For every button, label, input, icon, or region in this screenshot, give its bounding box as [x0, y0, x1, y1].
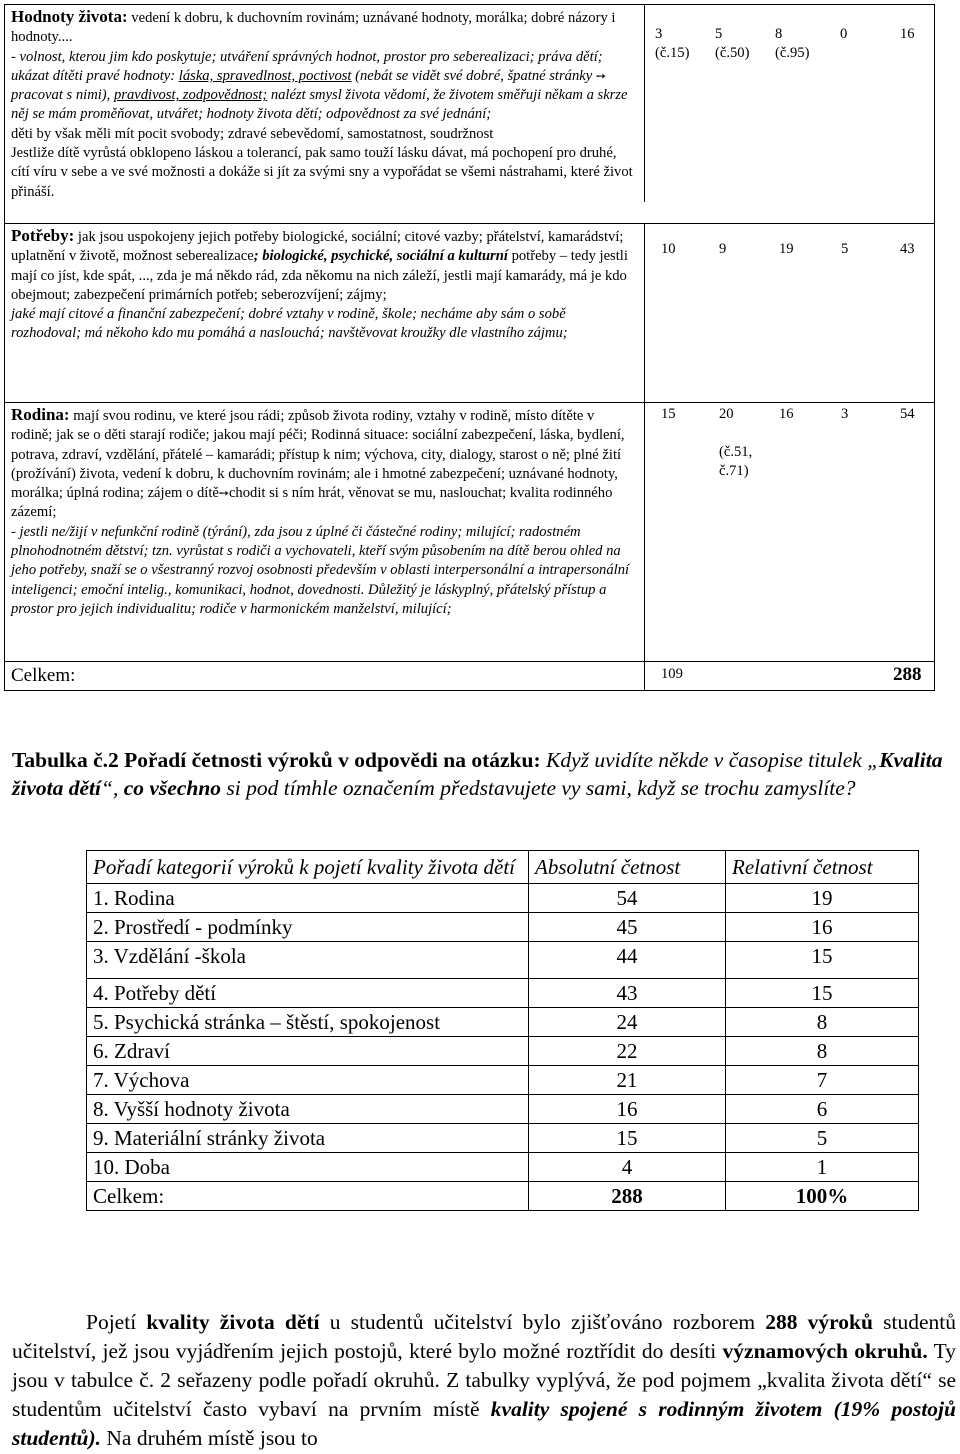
row-relative: 1	[726, 1153, 919, 1182]
paragraph-text: Pojetí	[86, 1310, 147, 1334]
row-relative: 15	[726, 979, 919, 1008]
header-category: Pořadí kategorií výroků k pojetí kvality života dětí	[87, 851, 529, 884]
value-cell: 109	[661, 666, 683, 682]
paragraph-bold: významových okruhů.	[722, 1339, 928, 1363]
caption-text: “,	[100, 776, 124, 800]
category-text: jaké mají citové a finanční zabezpečení; dobré vztahy v rodině, škole; necháme aby sám o sobě rozhodoval; má někoho kdo mu pomáhá a naslouchá; navštěvovat kroužky dle vlastního zájmu;	[11, 306, 568, 342]
row-absolute: 4	[529, 1153, 726, 1182]
row-absolute: 21	[529, 1066, 726, 1095]
categories-table	[4, 4, 935, 691]
category-cell	[5, 662, 645, 690]
header-absolute: Absolutní četnost	[529, 851, 726, 884]
caption-text: co všechno	[123, 776, 222, 800]
row-label: 10. Doba	[87, 1153, 529, 1182]
category-head: Potřeby:	[11, 226, 75, 245]
paragraph-text: Na druhém místě jsou to	[101, 1426, 318, 1450]
category-text: Jestliže dítě vyrůstá obklopeno láskou a tolerancí, pak samo touží lásku dávat, má pochopení pro druhé, cítí víru v sebe a ve své možnosti a dokáže si jít za svými sny a vypořádat se všemi nástrahami, které život přináší.	[11, 145, 633, 200]
table-row-celkem	[4, 661, 935, 691]
value-cell: 0	[840, 26, 848, 42]
table-total-row	[87, 1182, 919, 1211]
value-cell: 19	[779, 241, 794, 257]
row-label: 8. Vyšší hodnoty života	[87, 1095, 529, 1124]
category-text: vedení k dobru, k duchovním rovinám; uznávané hodnoty, morálka; dobré názory i hodnoty....	[11, 10, 616, 46]
arrow-right-icon: ➙	[595, 68, 606, 83]
row-relative: 7	[726, 1066, 919, 1095]
row-relative: 5	[726, 1124, 919, 1153]
value-cell: 5	[841, 241, 849, 257]
category-text: děti by však měli mít pocit svobody; zdravé sebevědomí, samostatnost, soudržnost	[11, 125, 494, 142]
row-absolute: 45	[529, 913, 726, 942]
value-cell: (č.95)	[775, 45, 810, 61]
table-row	[87, 942, 919, 979]
value-cell: 3	[841, 406, 849, 422]
paragraph-bold: 288 výroků	[765, 1310, 873, 1334]
category-text: láska, spravedlnost, poctivost	[178, 67, 352, 84]
category-cell	[5, 403, 645, 661]
paragraph-text: Ty jsou v tabulce č. 2 seřazeny podle pořadí okruhů. Z tabulky vyplývá, že pod pojmem „kvalita života dětí“ se studentům učitelství často vybaví na prvním místě	[12, 1339, 956, 1421]
table-header-row	[87, 851, 919, 884]
row-label: Celkem:	[87, 1182, 529, 1211]
category-text: nalézt smysl života vědomí, že životem směřuji někam a skrze něj se mám proměňovat, utvářet; hodnoty života dětí; odpovědnost za své jednání;	[11, 87, 628, 123]
value-cell: (č.51,	[719, 444, 753, 460]
row-label: 9. Materiální stránky života	[87, 1124, 529, 1153]
value-cell: 43	[900, 241, 915, 257]
value-cell: 54	[900, 406, 915, 422]
value-cell: 20	[719, 406, 734, 422]
category-text: pravdivost, zodpovědnost;	[113, 87, 268, 104]
category-text: potřeby – tedy jestli mají co jíst, kde spát, ..., zda je má někdo rád, zda někomu na nich záleží, jestli mají kamarády, má je kdo obejmout; zabezpečení primárních potřeb; seberozvíjení; zájmy;	[11, 248, 628, 303]
category-cell	[5, 224, 645, 402]
value-cell: 16	[900, 26, 915, 42]
row-absolute: 16	[529, 1095, 726, 1124]
value-cell: (č.50)	[715, 45, 750, 61]
row-relative: 100%	[726, 1182, 919, 1211]
row-relative: 6	[726, 1095, 919, 1124]
table-row	[87, 1095, 919, 1124]
paragraph-bold-italic: kvality spojené s rodinným životem (19% postojů studentů).	[12, 1397, 956, 1450]
total-label: Celkem:	[11, 665, 76, 686]
row-absolute: 288	[529, 1182, 726, 1211]
table-row	[87, 884, 919, 913]
category-text: ; biologické, psychické, sociální a kulturní	[253, 248, 508, 265]
arrow-right-icon: ➙	[218, 486, 229, 501]
row-absolute: 44	[529, 942, 726, 979]
category-text: - volnost, kterou jim kdo poskytuje; utváření správných hodnot, prostor pro seberealizaci; práva dětí; ukázat dítěti pravé hodnoty:	[11, 48, 603, 84]
category-text: - jestli ne/žijí v nefunkční rodině (týrání), zda jsou z úplné či částečné rodiny; milující; radostném plnohodnotném dětství; tzn. vyrůstat s rodiči a vychovateli, kteří svým působením na dítě berou ohled na jeho potřeby, snaží se o všestranný rozvoj osobnosti především v oblasti interpersonální a intrapersonální inteligenci; emoční intelig., komunikaci, hodnot, dovednosti. Důležitý je láskyplný, přátelský přístup a prostor pro jejich individualitu; rodiče v harmonickém manželství, milující;	[11, 523, 630, 617]
paragraph-bold: kvality života dětí	[146, 1310, 320, 1334]
category-head: Rodina:	[11, 405, 70, 424]
row-label: 7. Výchova	[87, 1066, 529, 1095]
row-absolute: 43	[529, 979, 726, 1008]
paragraph-text: studentů učitelství, jež jsou vyjádřením jejich postojů, které bylo možné roztřídit do desíti	[12, 1310, 956, 1363]
category-text: (nebát se vidět své dobré, špatné stránky	[351, 67, 596, 84]
row-absolute: 22	[529, 1037, 726, 1066]
table-row	[87, 1124, 919, 1153]
value-cell: 9	[719, 241, 727, 257]
row-label: 3. Vzdělání -škola	[87, 942, 529, 979]
table-row-hodnoty	[4, 4, 935, 223]
caption-text: si pod tímhle označením představujete vy sami, když se trochu zamyslíte?	[221, 776, 856, 800]
value-cell: 5	[715, 26, 723, 42]
value-cell: 16	[779, 406, 794, 422]
value-cell: č.71)	[719, 463, 749, 479]
value-cell: 8	[775, 26, 783, 42]
row-absolute: 54	[529, 884, 726, 913]
row-relative: 19	[726, 884, 919, 913]
table-row-potreby	[4, 223, 935, 402]
value-cell: 3	[655, 26, 663, 42]
body-paragraph	[12, 1308, 956, 1453]
table-row	[87, 1037, 919, 1066]
category-cell	[5, 5, 645, 202]
table-caption	[12, 746, 956, 802]
category-text: chodit si s ním hrát, věnovat se mu, naslouchat; kvalita rodinného zázemí;	[11, 485, 613, 521]
table-row	[87, 1153, 919, 1182]
table-row	[87, 979, 919, 1008]
frequency-table	[86, 850, 919, 1211]
value-cell: 288	[893, 664, 922, 685]
table-row-rodina	[4, 402, 935, 661]
row-relative: 8	[726, 1008, 919, 1037]
row-absolute: 15	[529, 1124, 726, 1153]
table-row	[87, 1008, 919, 1037]
paragraph-text: u studentů učitelství bylo zjišťováno rozborem	[319, 1310, 766, 1334]
category-head: Hodnoty života:	[11, 7, 128, 26]
row-relative: 8	[726, 1037, 919, 1066]
category-text: pracovat s nimi),	[11, 87, 114, 104]
row-label: 2. Prostředí - podmínky	[87, 913, 529, 942]
value-cell: 15	[661, 406, 676, 422]
row-absolute: 24	[529, 1008, 726, 1037]
row-label: 5. Psychická stránka – štěstí, spokojenost	[87, 1008, 529, 1037]
table-row	[87, 1066, 919, 1095]
caption-bold: Tabulka č.2 Pořadí četnosti výroků v odpovědi na otázku:	[12, 748, 541, 772]
value-cell: (č.15)	[655, 45, 690, 61]
row-relative: 15	[726, 942, 919, 979]
category-text: mají svou rodinu, ve které jsou rádi; způsob života rodiny, vztahy v rodině, místo dítěte v rodině; jak se o děti starají rodiče; jakou mají péči; Rodinná situace: sociální zabezpečení, láska, bydlení, potrava, zdraví, vzdělání, přátelé – kamarádi; přístup k nim; výchova, city, dialogy, starost o ně; plné žití (prožívání) života, vedení k dobru, k duchovním rovinám; ale i hmotné zabezpečení; uznávané hodnoty, morálka; úplná rodina; zájem o dítě	[11, 408, 625, 502]
value-cell: 10	[661, 241, 676, 257]
category-text: jak jsou uspokojeny jejich potřeby biologické, sociální; citové vazby; přátelství, kamarádství; uplatnění v životě, možnost seberealizace	[11, 229, 624, 265]
row-label: 4. Potřeby dětí	[87, 979, 529, 1008]
row-label: 1. Rodina	[87, 884, 529, 913]
table-row	[87, 913, 919, 942]
row-relative: 16	[726, 913, 919, 942]
caption-text: Když uvidíte někde v časopise titulek „	[540, 748, 880, 772]
row-label: 6. Zdraví	[87, 1037, 529, 1066]
header-relative: Relativní četnost	[726, 851, 919, 884]
caption-text: Kvalita života dětí	[12, 748, 943, 800]
